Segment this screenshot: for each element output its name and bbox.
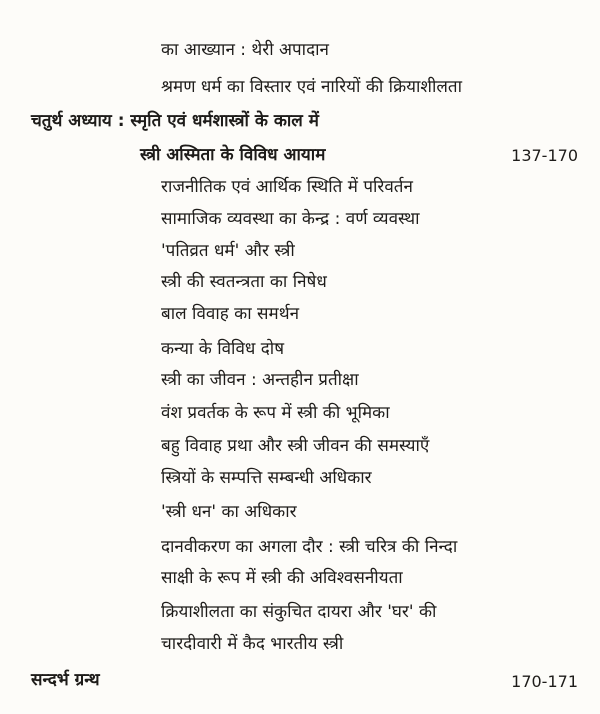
references-page-range: 170-171 xyxy=(511,672,578,691)
toc-entry: स्त्री का जीवन : अन्तहीन प्रतीक्षा xyxy=(161,370,359,390)
toc-entry: साक्षी के रूप में स्त्री की अविश्वसनीयता xyxy=(161,568,403,588)
toc-entry: राजनीतिक एवं आर्थिक स्थिति में परिवर्तन xyxy=(161,177,413,197)
toc-entry: बहु विवाह प्रथा और स्त्री जीवन की समस्याएँ xyxy=(161,436,430,456)
chapter-heading-line1: चतुर्थ अध्याय : स्मृति एवं धर्मशास्त्रों के काल में xyxy=(31,111,319,131)
toc-entry: 'स्त्री धन' का अधिकार xyxy=(161,502,297,522)
toc-entry: बाल विवाह का समर्थन xyxy=(161,304,299,324)
toc-entry: चारदीवारी में कैद भारतीय स्त्री xyxy=(161,634,344,654)
toc-entry: क्रियाशीलता का संकुचित दायरा और 'घर' की xyxy=(161,602,437,622)
references-heading: सन्दर्भ ग्रन्थ xyxy=(31,670,100,690)
toc-entry: सामाजिक व्यवस्था का केन्द्र : वर्ण व्यवस्था xyxy=(161,209,420,229)
toc-entry: 'पतिव्रत धर्म' और स्त्री xyxy=(161,241,295,261)
chapter-page-range: 137-170 xyxy=(511,146,578,165)
toc-entry: श्रमण धर्म का विस्तार एवं नारियों की क्रियाशीलता xyxy=(161,77,462,97)
toc-entry: दानवीकरण का अगला दौर : स्त्री चरित्र की निन्दा xyxy=(161,537,458,557)
chapter-heading-line2: स्त्री अस्मिता के विविध आयाम xyxy=(140,145,326,165)
toc-entry: वंश प्रवर्तक के रूप में स्त्री की भूमिका xyxy=(161,403,390,423)
toc-entry: कन्या के विविध दोष xyxy=(161,339,285,359)
toc-entry: स्त्री की स्वतन्त्रता का निषेध xyxy=(161,272,327,292)
toc-entry: का आख्यान : थेरी अपादान xyxy=(161,40,329,60)
toc-entry: स्त्रियों के सम्पत्ति सम्बन्धी अधिकार xyxy=(161,468,372,488)
